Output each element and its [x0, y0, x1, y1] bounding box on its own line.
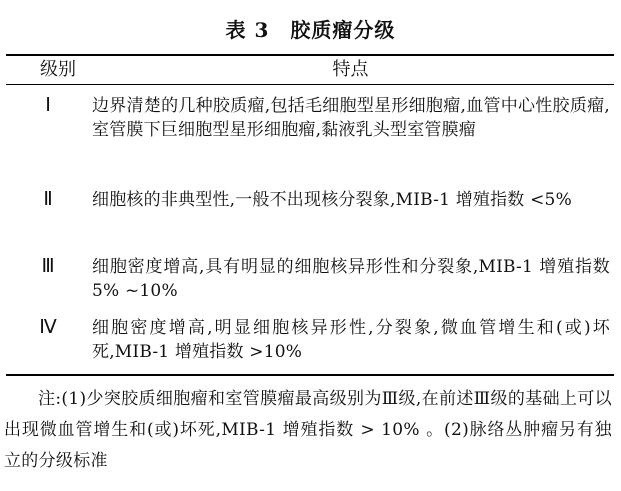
grade-level: Ⅱ [43, 189, 53, 210]
grade-feature: 细胞密度增高,具有明显的细胞核异形性和分裂象,MIB-1 增殖指数 5% ~10% [92, 257, 610, 301]
grade-level: Ⅳ [39, 317, 57, 338]
grade-level: Ⅲ [41, 256, 55, 277]
column-header-level: 级别 [40, 59, 76, 80]
grade-feature: 边界清楚的几种胶质瘤,包括毛细胞型星形细胞瘤,血管中心性胶质瘤,室管膜下巨细胞型星形细胞瘤,黏液乳头型室管膜瘤 [92, 96, 610, 140]
column-header-feature: 特点 [332, 59, 369, 80]
grade-feature: 细胞密度增高,明显细胞核异形性,分裂象,微血管增生和(或)坏死,MIB-1 增殖指数 >10% [92, 318, 610, 362]
table-title: 表 3 胶质瘤分级 [225, 18, 396, 42]
grade-feature: 细胞核的非典型性,一般不出现核分裂象,MIB-1 增殖指数 <5% [92, 190, 572, 210]
grade-level: Ⅰ [45, 95, 51, 116]
table-footnote: 注:(1)少突胶质细胞瘤和室管膜瘤最高级别为Ⅲ级,在前述Ⅲ级的基础上可以出现微血管增生和(或)坏死,MIB-1 增殖指数 > 10% 。(2)脉络丛肿瘤另有独立的分级标准 [4, 389, 612, 471]
table-header-rule [6, 84, 614, 85]
table-top-rule [6, 54, 614, 56]
table-bottom-rule [6, 374, 614, 376]
